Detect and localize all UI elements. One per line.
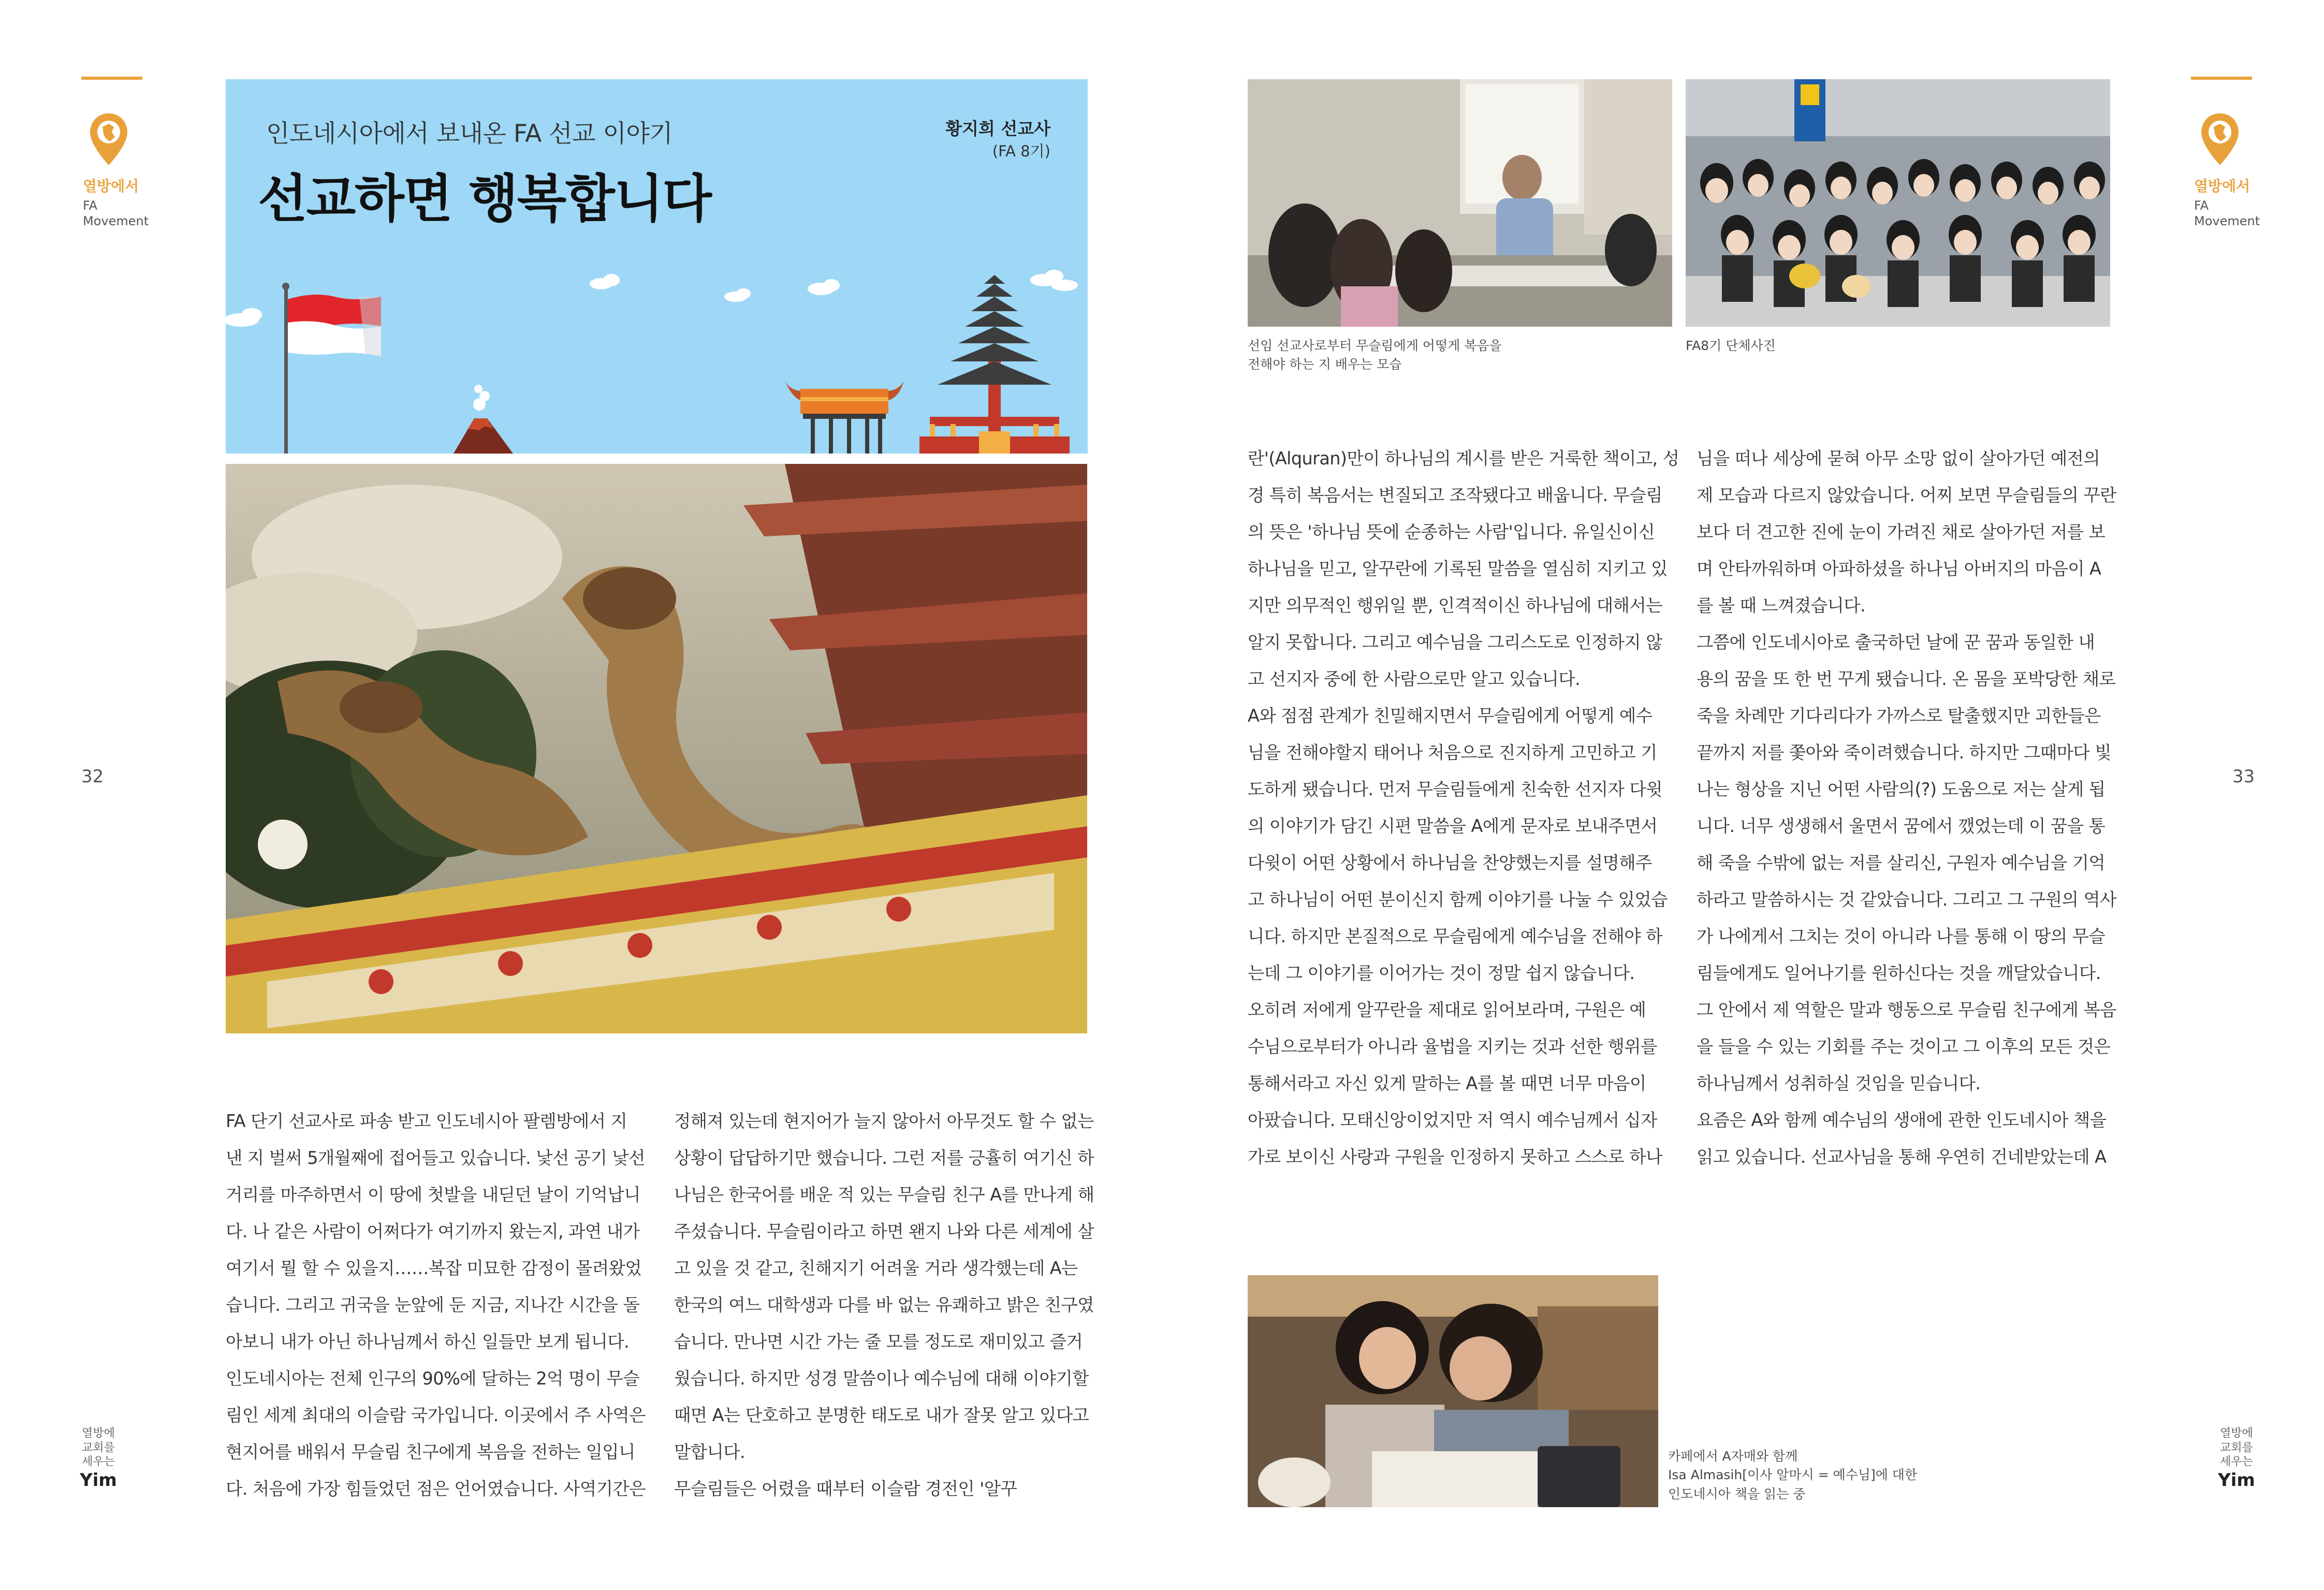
- text-line: 죽을 차례만 기다리다가 가까스로 탈출했지만 괴한들은: [1697, 706, 2101, 726]
- right-section-sub-1: FA: [2194, 198, 2209, 213]
- text-column-2: [674, 1103, 1094, 1507]
- text-line: 니다. 너무 생생해서 울면서 꿈에서 깼었는데 이 꿈을 통: [1697, 816, 2106, 836]
- text-line: 을 들을 수 있는 기회를 주는 것이고 그 이후의 모든 것은: [1697, 1037, 2111, 1057]
- text-line: 다윗이 어떤 상황에서 하나님을 찬양했는지를 설명해주: [1248, 853, 1652, 873]
- right-footer-line-3: 세우는: [2220, 1455, 2253, 1468]
- text-line: A와 점점 관계가 친밀해지면서 무슬림에게 어떻게 예수: [1248, 706, 1653, 726]
- text-line: 님을 떠나 세상에 묻혀 아무 소망 없이 살아가던 예전의: [1697, 448, 2100, 469]
- text-line: 낸 지 벌써 5개월째에 접어들고 있습니다. 낯선 공기 낯선: [226, 1148, 645, 1168]
- group-photo: [1686, 79, 2110, 327]
- text-line: 현지어를 배워서 무슬림 친구에게 복음을 전하는 일입니: [226, 1442, 635, 1462]
- text-column-4: [1697, 440, 2116, 1175]
- text-line: 를 볼 때 느껴졌습니다.: [1697, 595, 1866, 616]
- right-footer-line-2: 교회를: [2220, 1441, 2253, 1454]
- text-line: 오히려 저에게 알꾸란을 제대로 읽어보라며, 구원은 예: [1248, 1000, 1646, 1020]
- text-line: 고 선지자 중에 한 사람으로만 알고 있습니다.: [1248, 669, 1581, 689]
- text-line: 그 안에서 제 역할은 말과 행동으로 무슬림 친구에게 복음: [1697, 1000, 2116, 1020]
- left-section-title: 열방에서: [83, 178, 139, 195]
- text-line: 림인 세계 최대의 이슬람 국가입니다. 이곳에서 주 사역은: [226, 1405, 646, 1425]
- article-title: 선교하면 행복합니다: [258, 169, 711, 229]
- caption-line: 전해야 하는 지 배우는 모습: [1248, 357, 1402, 372]
- text-line: 다. 나 같은 사람이 어쩌다가 여기까지 왔는지, 과연 내가: [226, 1221, 640, 1242]
- article-author-note: (FA 8기): [992, 142, 1050, 160]
- text-line: 고 하나님이 어떤 분이신지 함께 이야기를 나눌 수 있었습: [1248, 889, 1668, 910]
- text-line: 용의 꿈을 또 한 번 꾸게 됐습니다. 온 몸을 포박당한 채로: [1697, 669, 2116, 689]
- text-line: 끝까지 저를 쫓아와 죽이려했습니다. 하지만 그때마다 빛: [1697, 742, 2111, 763]
- text-column-1: [226, 1103, 646, 1507]
- caption-line: 선임 선교사로부터 무슬림에게 어떻게 복음을: [1248, 338, 1502, 353]
- dragon-temple-photo: [226, 464, 1087, 1033]
- right-section-title: 열방에서: [2194, 178, 2250, 195]
- text-line: 알지 못합니다. 그리고 예수님을 그리스도로 인정하지 않: [1248, 632, 1662, 652]
- text-line: 통해서라고 자신 있게 말하는 A를 볼 때면 너무 마음이: [1248, 1073, 1646, 1093]
- left-footer-line-1: 열방에: [82, 1427, 115, 1440]
- text-line: 정해져 있는데 현지어가 늘지 않아서 아무것도 할 수 없는: [674, 1111, 1094, 1131]
- cafe-photo-caption: [1668, 1447, 1917, 1504]
- text-line: FA 단기 선교사로 파송 받고 인도네시아 팔렘방에서 지: [226, 1111, 627, 1131]
- cafe-reading-photo: [1248, 1275, 1658, 1507]
- right-footer-brand: Yim: [2218, 1469, 2255, 1491]
- text-line: 의 뜻은 '하나님 뜻에 순종하는 사람'입니다. 유일신이신: [1248, 522, 1655, 542]
- text-line: 한국의 여느 대학생과 다를 바 없는 유쾌하고 밝은 친구였: [674, 1295, 1094, 1315]
- text-line: 주셨습니다. 무슬림이라고 하면 왠지 나와 다른 세계에 살: [674, 1221, 1094, 1242]
- right-accent-bar: [2191, 77, 2252, 80]
- left-footer-line-3: 세우는: [82, 1455, 115, 1468]
- right-section-sub-2: Movement: [2194, 214, 2260, 228]
- text-line: 하나님께서 성취하실 것임을 믿습니다.: [1697, 1073, 1981, 1093]
- caption-line: 인도네시아 책을 읽는 중: [1668, 1486, 1806, 1501]
- text-line: 란'(Alquran)만이 하나님의 계시를 받은 거룩한 책이고, 성: [1248, 448, 1679, 469]
- left-section-sub-1: FA: [83, 198, 98, 213]
- text-column-3: [1248, 440, 1679, 1175]
- text-line: 의 이야기가 담긴 시편 말씀을 A에게 문자로 보내주면서: [1248, 816, 1658, 836]
- text-line: 도하게 됐습니다. 먼저 무슬림들에게 친숙한 선지자 다윗: [1248, 779, 1662, 799]
- article-author: 황지희 선교사: [945, 119, 1050, 139]
- text-line: 아팠습니다. 모태신앙이었지만 저 역시 예수님께서 십자: [1248, 1110, 1657, 1130]
- text-line: 수님으로부터가 아니라 율법을 지키는 것과 선한 행위를: [1248, 1037, 1657, 1057]
- text-line: 읽고 있습니다. 선교사님을 통해 우연히 건네받았는데 A: [1697, 1147, 2107, 1167]
- teaching-photo-caption: [1248, 337, 1502, 374]
- text-line: 습니다. 그리고 귀국을 눈앞에 둔 지금, 지나간 시간을 돌: [226, 1295, 640, 1315]
- text-line: 고 있을 것 같고, 친해지기 어려울 거라 생각했는데 A는: [674, 1258, 1078, 1278]
- text-line: 하라고 말씀하시는 것 같았습니다. 그리고 그 구원의 역사: [1697, 889, 2116, 910]
- text-line: 무슬림들은 어렸을 때부터 이슬람 경전인 '알꾸: [674, 1479, 1017, 1499]
- text-line: 다. 처음에 가장 힘들었던 점은 언어였습니다. 사역기간은: [226, 1479, 646, 1499]
- right-footer-logo: [2211, 1426, 2262, 1491]
- text-line: 웠습니다. 하지만 성경 말씀이나 예수님에 대해 이야기할: [674, 1368, 1089, 1389]
- text-line: 습니다. 만나면 시간 가는 줄 모를 정도로 재미있고 즐거: [674, 1332, 1083, 1352]
- text-line: 가로 보이신 사랑과 구원을 인정하지 못하고 스스로 하나: [1248, 1147, 1662, 1167]
- text-line: 제 모습과 다르지 않았습니다. 어찌 보면 무슬림들의 꾸란: [1697, 485, 2116, 505]
- text-line: 아보니 내가 아닌 하나님께서 하신 일들만 보게 됩니다.: [226, 1332, 630, 1352]
- text-line: 때면 A는 단호하고 분명한 태도로 내가 잘못 알고 있다고: [674, 1405, 1089, 1425]
- left-page-number: 32: [81, 766, 104, 787]
- article-header-illustration: [226, 79, 1088, 454]
- map-pin-globe-icon: [2199, 111, 2241, 168]
- right-footer-line-1: 열방에: [2220, 1427, 2253, 1440]
- text-line: 니다. 하지만 본질적으로 무슬림에게 예수님을 전해야 하: [1248, 926, 1662, 946]
- group-photo-caption: FA8기 단체사진: [1686, 338, 1776, 353]
- left-accent-bar: [81, 77, 142, 80]
- map-pin-globe-icon: [88, 111, 129, 168]
- text-line: 나는 형상을 지닌 어떤 사람의(?) 도움으로 저는 살게 됩: [1697, 779, 2106, 799]
- right-page-number: 33: [2232, 766, 2255, 787]
- text-line: 경 특히 복음서는 변질되고 조작됐다고 배웁니다. 무슬림: [1248, 485, 1662, 505]
- text-line: 지만 의무적인 행위일 뿐, 인격적이신 하나님에 대해서는: [1248, 595, 1662, 616]
- text-line: 가 나에게서 그치는 것이 아니라 나를 통해 이 땅의 무슬: [1697, 926, 2106, 946]
- text-line: 나님은 한국어를 배운 적 있는 무슬림 친구 A를 만나게 해: [674, 1185, 1094, 1205]
- left-footer-brand: Yim: [80, 1469, 117, 1491]
- text-line: 림들에게도 일어나기를 원하신다는 것을 깨달았습니다.: [1697, 963, 2101, 983]
- text-line: 여기서 뭘 할 수 있을지……복잡 미묘한 감정이 몰려왔었: [226, 1258, 642, 1278]
- left-footer-logo: [72, 1426, 124, 1491]
- text-line: 보다 더 견고한 진에 눈이 가려진 채로 살아가던 저를 보: [1697, 522, 2106, 542]
- text-line: 그쯤에 인도네시아로 출국하던 날에 꾼 꿈과 동일한 내: [1697, 632, 2095, 652]
- text-line: 며 안타까워하며 아파하셨을 하나님 아버지의 마음이 A: [1697, 559, 2101, 579]
- text-line: 거리를 마주하면서 이 땅에 첫발을 내딛던 날이 기억납니: [226, 1185, 640, 1205]
- left-footer-line-2: 교회를: [82, 1441, 115, 1454]
- caption-line: Isa Almasih[이사 알마시 = 예수님]에 대한: [1668, 1467, 1918, 1483]
- text-line: 해 죽을 수밖에 없는 저를 살리신, 구원자 예수님을 기억: [1697, 853, 2106, 873]
- text-line: 하나님을 믿고, 알꾸란에 기록된 말씀을 열심히 지키고 있: [1248, 559, 1668, 579]
- text-line: 님을 전해야할지 태어나 처음으로 진지하게 고민하고 기: [1248, 742, 1657, 763]
- text-line: 인도네시아는 전체 인구의 90%에 달하는 2억 명이 무슬: [226, 1368, 639, 1389]
- text-line: 상황이 답답하기만 했습니다. 그런 저를 긍휼히 여기신 하: [674, 1148, 1094, 1168]
- text-line: 요즘은 A와 함께 예수님의 생애에 관한 인도네시아 책을: [1697, 1110, 2107, 1130]
- caption-line: 카페에서 A자매와 함께: [1668, 1449, 1798, 1464]
- text-line: 는데 그 이야기를 이어가는 것이 정말 쉽지 않습니다.: [1248, 963, 1635, 983]
- text-line: 말합니다.: [674, 1442, 746, 1462]
- teaching-photo: [1248, 79, 1672, 327]
- article-kicker: 인도네시아에서 보내온 FA 선교 이야기: [266, 120, 673, 148]
- left-section-sub-2: Movement: [83, 214, 149, 228]
